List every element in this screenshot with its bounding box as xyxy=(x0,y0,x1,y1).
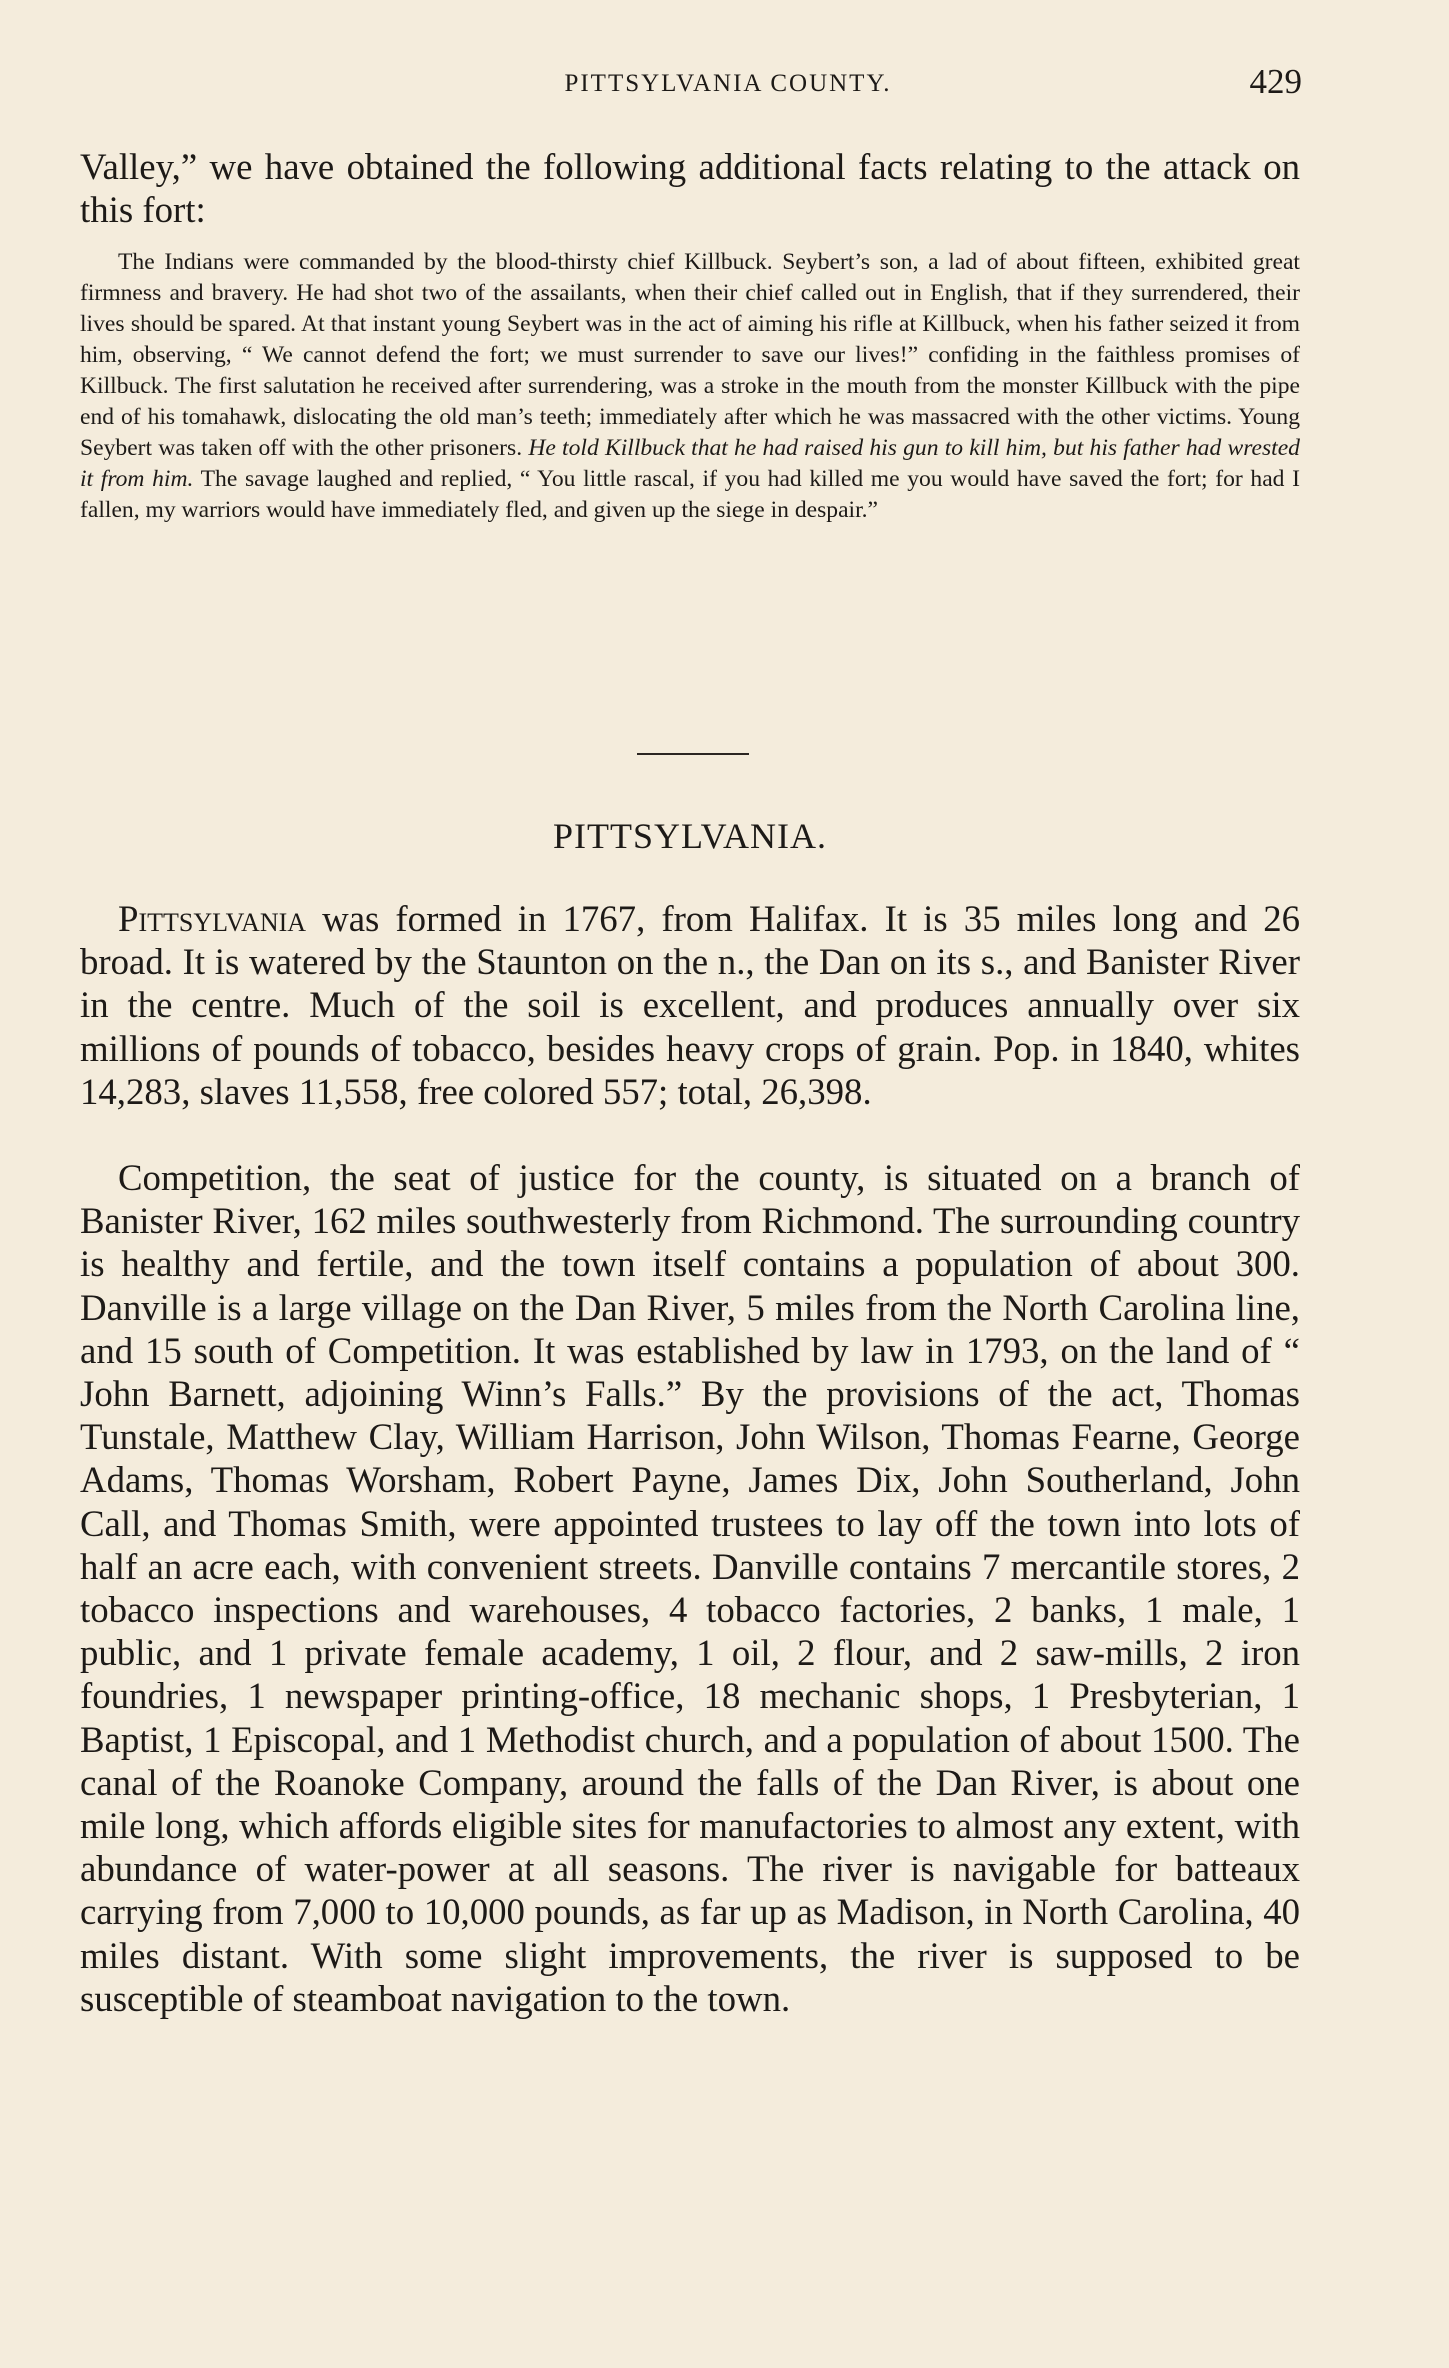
page-number: 429 xyxy=(1249,62,1302,101)
county-name-lead: Pittsylvania xyxy=(118,898,307,939)
quote-text-part2: The savage laughed and replied, “ You little rascal, if you had killed me you would have saved the fort; for had I fallen, my warriors would have immediately fled, and given up the siege in despair.” xyxy=(80,466,1300,523)
county-description-text: was formed in 1767, from Halifax. It is 35 miles long and 26 broad. It is watered by the Staunton on the n., the Dan on its s., and Banister River in the centre. Much of the soil is excellent, and produces annually over six millions of pounds of tobacco, besides heavy crops of grain. Pop. in 1840, whites 14,283, slaves 11,558, free colored 557; total, 26,398. xyxy=(80,898,1300,1112)
section-title: PITTSYLVANIA. xyxy=(552,816,828,856)
quote-italic-text: He told Killbuck that he had raised his gun to kill him, but his father had wrested it from him. xyxy=(80,435,1300,492)
county-description-paragraph xyxy=(80,897,1300,1113)
intro-paragraph: Valley,” we have obtained the following additional facts relating to the attack on this fort: xyxy=(80,146,1300,231)
running-head: PITTSYLVANIA COUNTY. xyxy=(564,70,892,97)
quote-text-part1: The Indians were commanded by the blood-thirsty chief Killbuck. Seybert’s son, a lad of about fifteen, exhibited great firmness and bravery. He had shot two of the assailants, when their chief called out in English, that if they surrendered, their lives should be spared. At that instant young Seybert was in the act of aiming his rifle at Killbuck, when his father seized it from him, observing, “ We cannot defend the fort; we must surrender to save our lives!” confiding in the faithless promises of Killbuck. The first salutation he received after surrendering, was a stroke in the mouth from the monster Killbuck with the pipe end of his tomahawk, dislocating the old man’s teeth; immediately after which he was massacred with the other victims. Young Seybert was taken off with the other prisoners. xyxy=(80,249,1300,461)
danville-description-paragraph: Competition, the seat of justice for the county, is situated on a branch of Banister River, 162 miles southwesterly from Richmond. The surrounding country is healthy and fertile, and the town itself contains a population of about 300. Danville is a large village on the Dan River, 5 miles from the North Carolina line, and 15 south of Competition. It was established by law in 1793, on the land of “ John Barnett, adjoining Winn’s Falls.” By the provisions of the act, Thomas Tunstale, Matthew Clay, William Harrison, John Wilson, Thomas Fearne, George Adams, Thomas Worsham, Robert Payne, James Dix, John Southerland, John Call, and Thomas Smith, were appointed trustees to lay off the town into lots of half an acre each, with convenient streets. Danville contains 7 mercantile stores, 2 tobacco inspections and warehouses, 4 tobacco factories, 2 banks, 1 male, 1 public, and 1 private female academy, 1 oil, 2 flour, and 2 saw-mills, 2 iron foundries, 1 newspaper printing-office, 18 mechanic shops, 1 Presbyterian, 1 Baptist, 1 Episcopal, and 1 Methodist church, and a population of about 1500. The canal of the Roanoke Company, around the falls of the Dan River, is about one mile long, which affords eligible sites for manufactories to almost any extent, with abundance of water-power at all seasons. The river is navigable for batteaux carrying from 7,000 to 10,000 pounds, as far up as Madison, in North Carolina, 40 miles distant. With some slight improvements, the river is supposed to be susceptible of steamboat navigation to the town. xyxy=(80,1157,1300,2019)
section-divider xyxy=(637,753,749,755)
quoted-passage xyxy=(80,247,1300,526)
